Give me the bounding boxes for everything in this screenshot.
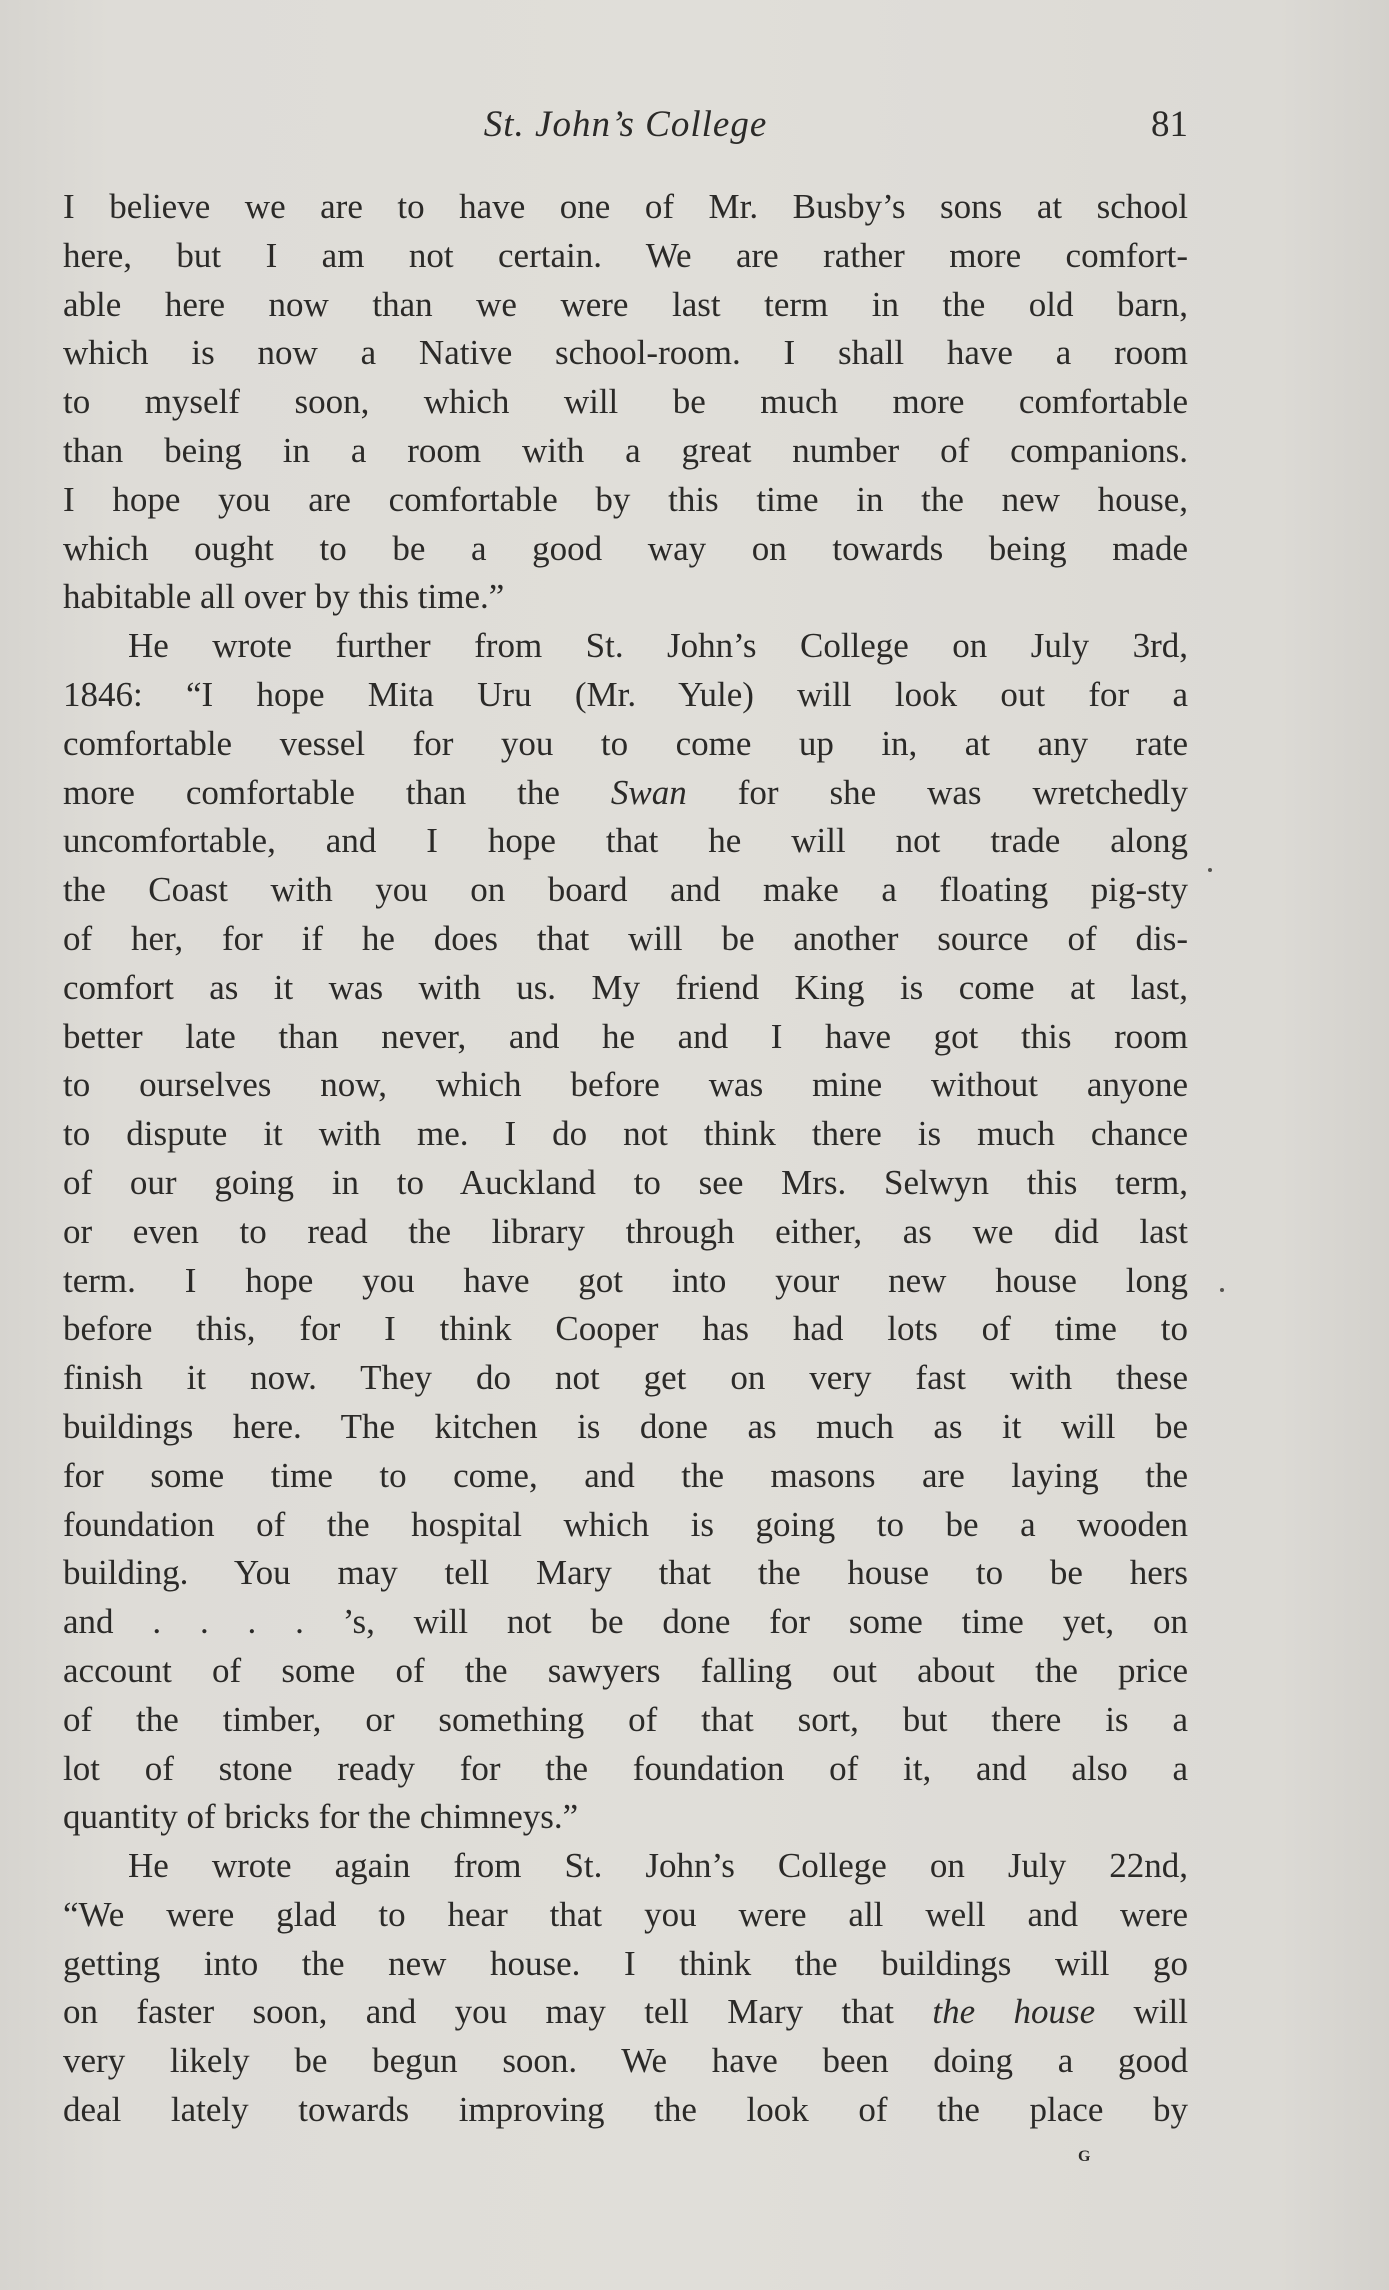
text-line: I hope you are comfortable by this time in the new house, bbox=[63, 479, 1188, 519]
text-line: lot of stone ready for the foundation of it, and also a bbox=[63, 1748, 1188, 1788]
text-line: before this, for I think Cooper has had lots of time to bbox=[63, 1309, 1188, 1349]
text-line: of her, for if he does that will be another source of dis- bbox=[63, 918, 1188, 958]
text-line: finish it now. They do not get on very fast with these bbox=[63, 1358, 1188, 1398]
text-line: than being in a room with a great number of companions. bbox=[63, 430, 1188, 470]
text-line: able here now than we were last term in the old barn, bbox=[63, 284, 1188, 324]
text-line: account of some of the sawyers falling out about the price bbox=[63, 1650, 1188, 1690]
italic-emphasis: Swan bbox=[610, 772, 687, 812]
text-line: habitable all over by this time.” bbox=[63, 577, 505, 617]
text-line: I believe we are to have one of Mr. Busby’s sons at school bbox=[63, 187, 1188, 226]
page-number: 81 bbox=[1151, 104, 1188, 145]
text-line: foundation of the hospital which is going to be a wooden bbox=[63, 1504, 1188, 1544]
italic-emphasis: the house bbox=[932, 1992, 1096, 2032]
text-line: getting into the new house. I think the buildings will go bbox=[63, 1943, 1188, 1983]
text-line: “We were glad to hear that you were all well and were bbox=[63, 1894, 1188, 1934]
text-line: of our going in to Auckland to see Mrs. Selwyn this term, bbox=[63, 1162, 1188, 1202]
text-line: better late than never, and he and I have got this room bbox=[63, 1016, 1188, 1056]
text-line: He wrote again from St. John’s College on July 22nd, bbox=[128, 1846, 1188, 1886]
text-line: the Coast with you on board and make a floating pig-sty bbox=[63, 870, 1188, 910]
text-line: and . . . . ’s, will not be done for some time yet, on bbox=[63, 1602, 1188, 1642]
text-line: uncomfortable, and I hope that he will not trade along bbox=[63, 821, 1188, 861]
text-line: comfort as it was with us. My friend King is come at last, bbox=[63, 967, 1188, 1007]
text-line: buildings here. The kitchen is done as much as it will be bbox=[63, 1406, 1188, 1446]
text-line: of the timber, or something of that sort, but there is a bbox=[63, 1699, 1188, 1739]
margin-speck bbox=[1220, 1288, 1224, 1292]
text-line: which ought to be a good way on towards being made bbox=[63, 528, 1188, 568]
text-line: for some time to come, and the masons are laying the bbox=[63, 1455, 1188, 1495]
margin-speck bbox=[1208, 868, 1212, 872]
text-line: which is now a Native school-room. I shall have a room bbox=[63, 333, 1188, 373]
text-line: or even to read the library through either, as we did last bbox=[63, 1211, 1188, 1251]
page-header bbox=[63, 100, 1188, 150]
body-text bbox=[63, 183, 1188, 2135]
text-line: here, but I am not certain. We are rather more comfort- bbox=[63, 235, 1188, 275]
text-line: to myself soon, which will be much more comfortable bbox=[63, 382, 1188, 422]
text-line: He wrote further from St. John’s College on July 3rd, bbox=[128, 626, 1188, 666]
text-line: building. You may tell Mary that the house to be hers bbox=[63, 1553, 1188, 1593]
text-line: 1846: “I hope Mita Uru (Mr. Yule) will look out for a bbox=[63, 674, 1188, 714]
running-title: St. John’s College bbox=[483, 104, 768, 145]
text-line: term. I hope you have got into your new house long bbox=[63, 1260, 1188, 1300]
text-line: more comfortable than the Swan for she was wretchedly bbox=[63, 772, 1188, 812]
text-line: on faster soon, and you may tell Mary that the house will bbox=[63, 1992, 1189, 2032]
text-line: very likely be begun soon. We have been doing a good bbox=[63, 2041, 1188, 2081]
text-line: quantity of bricks for the chimneys.” bbox=[63, 1797, 579, 1837]
text-line: to ourselves now, which before was mine without anyone bbox=[63, 1065, 1188, 1105]
text-line: comfortable vessel for you to come up in, at any rate bbox=[63, 723, 1188, 763]
text-line: deal lately towards improving the look of the place by bbox=[63, 2090, 1188, 2130]
text-line: to dispute it with me. I do not think there is much chance bbox=[63, 1114, 1188, 1154]
signature-mark: G bbox=[1078, 2148, 1092, 2165]
